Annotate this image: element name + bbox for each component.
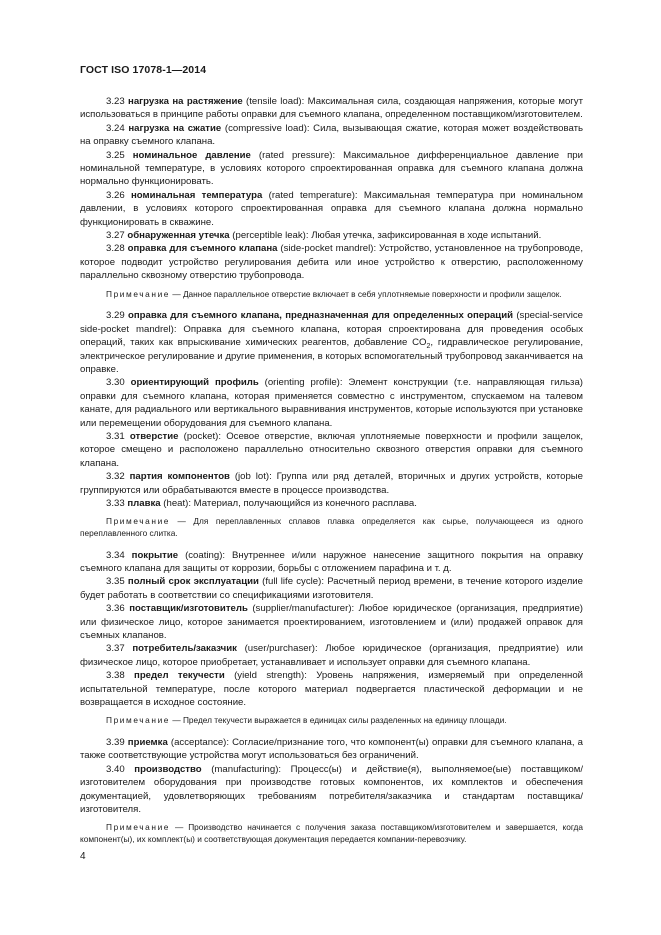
definition-3-37	[80, 642, 583, 669]
note-label: Примечание	[106, 822, 171, 833]
definition-term: отверстие	[129, 430, 179, 442]
definition-text: (heat): Материал, получающийся из конечного расплава.	[160, 497, 417, 509]
note-paragraph	[80, 516, 583, 539]
definition-number: 3.25	[106, 149, 125, 161]
note-paragraph	[80, 715, 583, 727]
definition-text: (user/purchaser): Любое юридическое (организация, предприятие) или физическое лицо, которое приобретает, устанавливает и использует оправки для съемного клапана.	[80, 643, 584, 668]
definition-3-34	[80, 549, 583, 576]
definition-text: (supplier/manufacturer): Любое юридическое (организация, предприятие) или физическое лицо, которое занимается проектированием, изготовлением и (или) продажей оправок для съемных клапанов.	[80, 603, 583, 641]
definition-term: покрытие	[131, 549, 179, 561]
definition-term: приемка	[127, 737, 168, 749]
definition-text: (pocket): Осевое отверстие, включая уплотняемые поверхности и профили защелок, которое смещено и расположено параллельно относительно сквозного отверстия оправки для съемного клапана.	[80, 430, 583, 469]
definition-number: 3.23	[106, 96, 125, 107]
definition-term: обнаруженная утечка	[127, 230, 230, 242]
definition-3-23	[80, 95, 583, 122]
page-number: 4	[80, 851, 86, 862]
definition-term: оправка для съемного клапана, предназначенная для определенных операций	[128, 310, 514, 322]
definition-text-continued: , гидравлическое регулирование, электрическое регулирование и другие применения, в которых вспомогательный трубопровод заканчивается на оправке.	[80, 337, 584, 375]
definition-3-28	[80, 242, 583, 282]
definition-text: (rated temperature): Максимальная температура при номинальном давлении, в условиях которого спроектированная оправка для съемного клапана должна нормально функционировать в скважине.	[80, 189, 583, 228]
definition-number: 3.24	[106, 122, 125, 134]
definition-number: 3.36	[106, 603, 125, 615]
definition-number: 3.37	[106, 643, 125, 655]
definition-number: 3.34	[106, 549, 125, 561]
definition-term: нагрузка на растяжение	[128, 96, 243, 107]
definition-number: 3.38	[106, 670, 125, 682]
note-text: — Для переплавленных сплавов плавка определяется как сырье, получающееся из одного переплавленного слитка.	[80, 516, 583, 538]
definition-text: (yield strength): Уровень напряжения, измеряемый при определенной испытательной температуре, после которого материал подвергается пластической деформации и не возвращается в исходное состояние.	[80, 670, 584, 709]
definition-text: (compressive load): Сила, вызывающая сжатие, которая может воздействовать на оправку съемного клапана.	[80, 122, 583, 148]
definition-number: 3.28	[106, 243, 125, 255]
definition-text: (rated pressure): Максимальное дифференциальное давление при номинальной температуре, в условиях которого спроектированная оправка для съемного клапана должна нормально функционировать.	[80, 149, 583, 188]
definition-term: поставщик/изготовитель	[129, 603, 248, 615]
definition-number: 3.30	[106, 377, 125, 389]
definition-3-25	[80, 149, 583, 189]
definition-term: ориентирующий профиль	[130, 377, 259, 389]
note-text: — Производство начинается с получения заказа поставщиком/изготовителем и завершается, когда компонент(ы), их комплект(ы) и соответствующая документация передается компании-перевозчику.	[80, 822, 583, 845]
definition-text: (special-service side-pocket mandrel): Оправка для съемного клапана, которая спроектирована для проведения особых операций, таких как впрыскивание химических реагентов, добавление CO	[80, 310, 583, 349]
definition-term: оправка для съемного клапана	[127, 243, 278, 255]
definition-number: 3.39	[106, 737, 125, 749]
note-label: Примечание	[106, 516, 171, 527]
definition-3-26	[80, 189, 583, 229]
definition-3-24	[80, 122, 583, 149]
standard-header: ГОСТ ISO 17078-1—2014	[80, 64, 207, 76]
definition-number: 3.26	[106, 189, 125, 201]
definition-term: номинальная температура	[130, 189, 263, 201]
definition-term: производство	[134, 763, 202, 775]
definition-term: плавка	[127, 497, 161, 509]
definition-number: 3.33	[106, 497, 125, 509]
definition-3-31	[80, 430, 583, 470]
definition-term: потребитель/заказчик	[132, 643, 237, 655]
definition-3-38	[80, 669, 583, 709]
definition-3-32	[80, 470, 583, 497]
definition-3-27	[80, 229, 583, 242]
subscript: 2	[426, 343, 431, 350]
definition-number: 3.35	[106, 576, 125, 588]
note-text: — Предел текучести выражается в единицах силы разделенных на единицу площади.	[170, 715, 507, 726]
note-paragraph	[80, 289, 583, 301]
definition-text: (side-pocket mandrel): Устройство, установленное на трубопроводе, которое подводит устройство регулирования дебита или иное устройство к отверстию, расположенному параллельно сквозному отверстию трубопровода.	[80, 243, 583, 282]
definition-3-35	[80, 575, 583, 602]
definition-3-36	[80, 602, 583, 642]
definition-text: (full life cycle): Расчетный период времени, в течение которого изделие будет работать в соответствии со спецификациями изготовителя.	[80, 576, 583, 601]
definition-number: 3.29	[106, 310, 125, 322]
note-label: Примечание	[106, 288, 171, 299]
note-text: — Данное параллельное отверстие включает в себя уплотняемые поверхности и профили защелок.	[170, 288, 562, 299]
definition-3-33	[80, 497, 583, 510]
definition-term: полный срок эксплуатации	[127, 576, 259, 588]
definition-number: 3.27	[106, 230, 125, 242]
definition-number: 3.31	[106, 430, 125, 442]
definition-text: (job lot): Группа или ряд деталей, вторичных и других устройств, которые группируются или обрабатываются вместе в процессе производства.	[80, 471, 584, 496]
definition-text: (acceptance): Согласие/признание того, что компонент(ы) оправки для съемного клапана, а также соответствующие устройства могут использоваться без ограничений.	[80, 737, 583, 762]
definition-text: (perceptible leak): Любая утечка, зафиксированная в ходе испытаний.	[229, 230, 542, 242]
definitions-body	[80, 95, 583, 855]
note-paragraph	[80, 822, 583, 845]
definition-3-29	[80, 309, 583, 376]
definition-term: номинальное давление	[132, 149, 251, 161]
definition-3-30	[80, 376, 583, 430]
definition-term: нагрузка на сжатие	[128, 122, 222, 134]
definition-text: (coating): Внутреннее и/или наружное нанесение защитного покрытия на оправку съемного клапана для защиты от коррозии, борьбы с отложением парафина и т. д.	[80, 549, 583, 574]
definition-number: 3.40	[106, 763, 125, 775]
definition-text: (tensile load): Максимальная сила, создающая напряжения, которые могут использоваться в принципе работы оправки для съемного клапана, определенном поставщиком/изготовителем.	[80, 96, 583, 121]
definition-3-39	[80, 736, 583, 763]
definition-3-40	[80, 763, 583, 817]
definition-term: партия компонентов	[129, 471, 230, 483]
definition-number: 3.32	[106, 471, 125, 483]
note-label: Примечание	[106, 715, 171, 726]
definition-term: предел текучести	[134, 670, 225, 682]
definition-text: (manufacturing): Процесс(ы) и действие(я), выполняемое(ые) поставщиком/изготовителем оборудования при производстве готовых компонентов, их комплектов и обеспечения документацией, удовлетворяющих требованиям потребителя/заказчика и стандартам поставщика/изготовителя.	[80, 763, 583, 816]
definition-text: (orienting profile): Элемент конструкции (т.е. направляющая гильза) оправки для съемного клапана, которая применяется совместно с инструментом, спускаемом на талевом канате, для радиального или вертикального выравнивания инструментов, которые используются при установке или перемещении оборудования для съемного клапана.	[80, 377, 583, 429]
